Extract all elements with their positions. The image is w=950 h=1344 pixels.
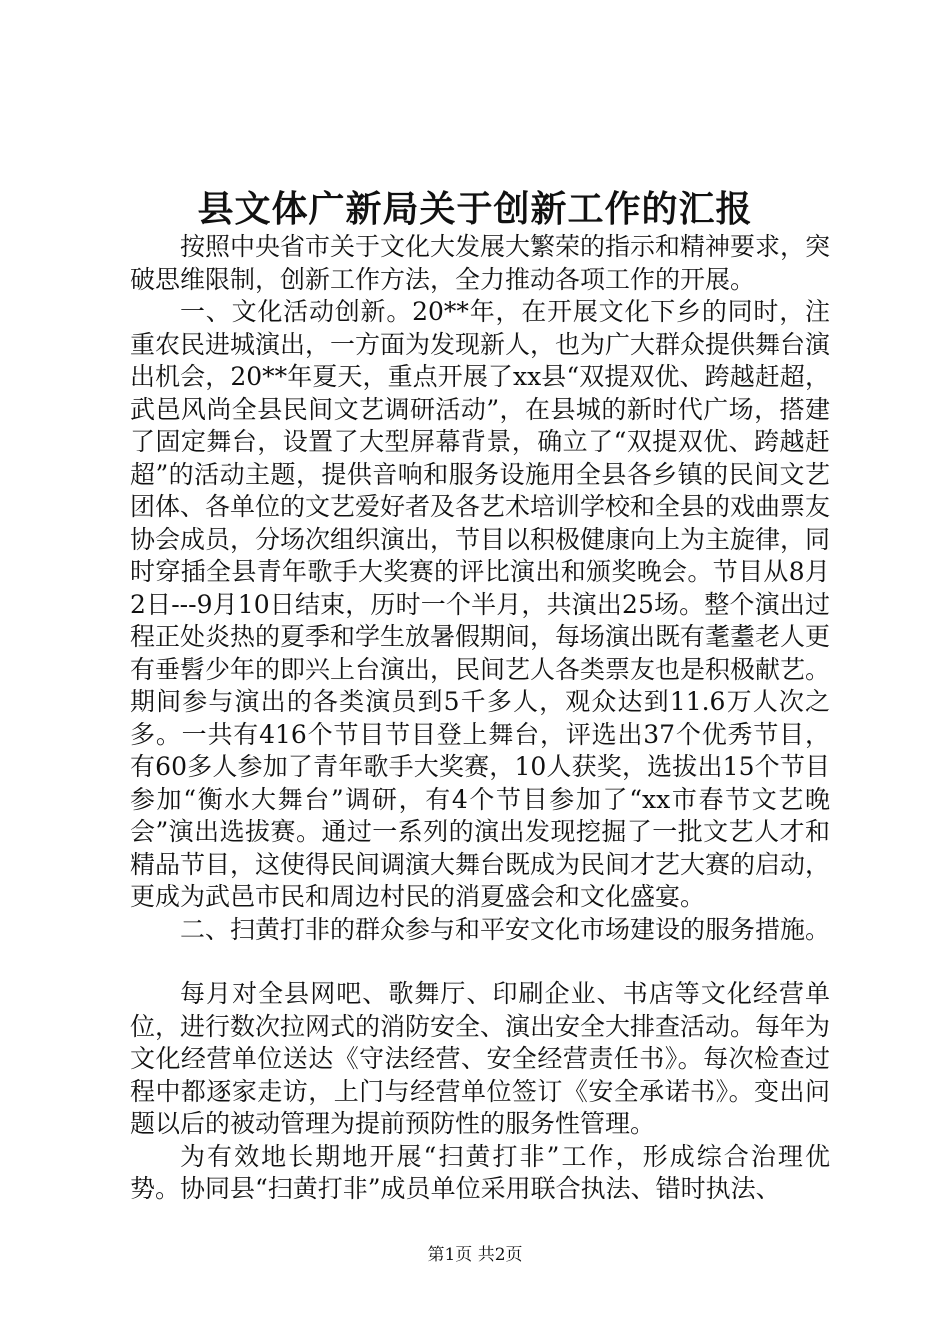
paragraph-intro: 按照中央省市关于文化大发展大繁荣的指示和精神要求，突破思维限制，创新工作方法，全力推动各项工作的开展。 (130, 232, 831, 294)
document-title: 县文体广新局关于创新工作的汇报 (197, 188, 753, 230)
page-footer: 第1页 共2页 (427, 1245, 523, 1265)
document-body (130, 231, 830, 1206)
paragraph-section-1: 一、文化活动创新。20**年，在开展文化下乡的同时，注重农民进城演出，一方面为发现新人，也为广大群众提供舞台演出机会，20**年夏天，重点开展了xx县“双提双优、跨越赶超，武邑风尚全县民间文艺调研活动”，在县城的新时代广场，搭建了固定舞台，设置了大型屏幕背景，确立了“双提双优、跨越赶超”的活动主题，提供音响和服务设施用全县各乡镇的民间文艺团体、各单位的文艺爱好者及各艺术培训学校和全县的戏曲票友协会成员，分场次组织演出，节目以积极健康向上为主旋律，同时穿插全县青年歌手大奖赛的评比演出和颁奖晚会。节目从8月2日---9月10日结束，历时一个半月，共演出25场。整个演出过程正处炎热的夏季和学生放暑假期间，每场演出既有耄耋老人更有垂髫少年的即兴上台演出，民间艺人各类票友也是积极献艺。期间参与演出的各类演员到5千多人，观众达到11.6万人次之多。一共有416个节目节目登上舞台，评选出37个优秀节目，有60多人参加了青年歌手大奖赛，10人获奖，选拔出15个节目参加“衡水大舞台”调研，有4个节目参加了“xx市春节文艺晚会”演出选拔赛。通过一系列的演出发现挖掘了一批文艺人才和精品节目，这使得民间调演大舞台既成为民间才艺大赛的启动，更成为武邑市民和周边村民的消夏盛会和文化盛宴。 (130, 297, 831, 911)
paragraph-section-2-body: 每月对全县网吧、歌舞厅、印刷企业、书店等文化经营单位，进行数次拉网式的消防安全、演出安全大排查活动。每年为文化经营单位送达《守法经营、安全经营责任书》。每次检查过程中都逐家走访，上门与经营单位签订《安全承诺书》。变出问题以后的被动管理为提前预防性的服务性管理。 (130, 979, 831, 1138)
paragraph-section-2-continued: 为有效地长期地开展“扫黄打非”工作，形成综合治理优势。协同县“扫黄打非”成员单位采用联合执法、错时执法、 (130, 1141, 830, 1203)
paragraph-section-2-heading: 二、扫黄打非的群众参与和平安文化市场建设的服务措施。 (180, 914, 831, 944)
